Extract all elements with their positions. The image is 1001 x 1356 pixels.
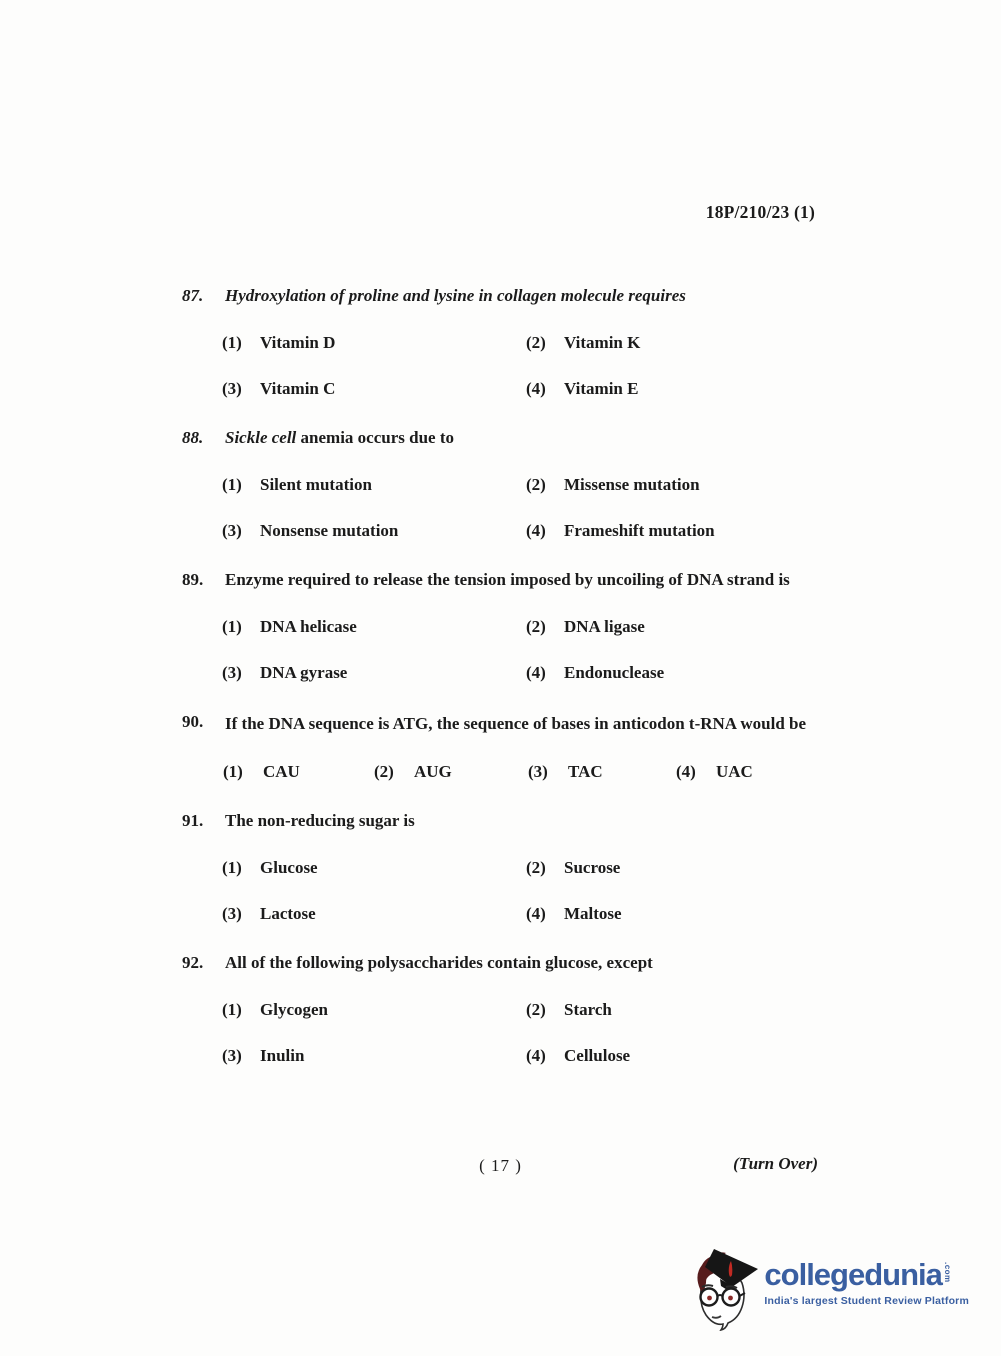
option-marker: (1) (223, 762, 243, 781)
question-text-emphasis: Sickle cell (225, 428, 297, 447)
option-label: DNA helicase (260, 617, 357, 636)
option-label: Inulin (260, 1046, 305, 1065)
option-marker: (3) (528, 762, 548, 781)
question-text: The non-reducing sugar is (225, 811, 415, 830)
question-92 (182, 952, 846, 1066)
paper-code: 18P/210/23 (1) (705, 202, 815, 222)
option-marker: (2) (526, 858, 546, 877)
option-label: AUG (414, 762, 452, 781)
option-marker: (4) (676, 762, 696, 781)
option-label: TAC (568, 762, 603, 781)
option-marker: (3) (222, 521, 242, 540)
option-marker: (2) (526, 617, 546, 636)
question-number: 91. (182, 811, 204, 830)
option-label: Nonsense mutation (260, 521, 399, 540)
question-number: 89. (182, 570, 204, 589)
option-marker: (3) (222, 379, 242, 398)
option-label: Cellulose (564, 1046, 631, 1065)
option-label: Glucose (260, 858, 318, 877)
option-label: Starch (564, 1000, 612, 1019)
question-89 (182, 569, 846, 683)
option-marker: (1) (222, 858, 242, 877)
option-label: Vitamin C (260, 379, 336, 398)
logo-text-block (764, 1245, 969, 1307)
question-head (182, 285, 846, 306)
option-label: CAU (263, 762, 300, 781)
option-label: Sucrose (564, 858, 621, 877)
question-91 (182, 810, 846, 924)
option-marker: (4) (526, 1046, 546, 1065)
option-marker: (3) (222, 663, 242, 682)
option-marker: (4) (526, 663, 546, 682)
option-marker: (1) (222, 475, 242, 494)
option-label: DNA ligase (564, 617, 645, 636)
option-marker: (2) (374, 762, 394, 781)
page-number: ( 17 ) (479, 1156, 522, 1175)
option-label: UAC (716, 762, 753, 781)
option-label: Lactose (260, 904, 316, 923)
option-marker: (1) (222, 1000, 242, 1019)
question-87 (182, 285, 846, 399)
option-marker: (4) (526, 521, 546, 540)
graduate-boy-mascot-icon (690, 1245, 760, 1331)
question-head (182, 427, 846, 448)
option-marker: (3) (222, 904, 242, 923)
option (676, 761, 753, 782)
option-marker: (2) (526, 475, 546, 494)
option-marker: (1) (222, 333, 242, 352)
logo-tld: .com (942, 1262, 952, 1283)
options-grid (182, 616, 846, 683)
option (528, 761, 676, 782)
question-head (182, 711, 846, 737)
question-90 (182, 711, 846, 782)
question-number: 90. (182, 712, 204, 731)
option-label: Maltose (564, 904, 622, 923)
option (223, 761, 374, 782)
question-88 (182, 427, 846, 541)
option-label: DNA gyrase (260, 663, 348, 682)
option-marker: (1) (222, 617, 242, 636)
turn-over-note: (Turn Over) (733, 1154, 818, 1173)
question-number: 92. (182, 953, 204, 972)
question-number: 88. (182, 428, 204, 447)
question-head (182, 952, 846, 973)
question-text-rest: anemia occurs due to (300, 428, 454, 447)
collegedunia-logo (690, 1245, 969, 1331)
questions-area (182, 285, 846, 1094)
question-text (225, 427, 846, 448)
option-label: Vitamin E (564, 379, 639, 398)
question-text: All of the following polysaccharides contain glucose, except (225, 953, 653, 972)
option-marker: (2) (526, 1000, 546, 1019)
option-label: Vitamin D (260, 333, 336, 352)
question-text: If the DNA sequence is ATG, the sequence of bases in anticodon t-RNA would be (225, 714, 807, 733)
options-grid (182, 332, 846, 399)
logo-tagline: India's largest Student Review Platform (764, 1295, 969, 1307)
options-grid (182, 999, 846, 1066)
option-label: Glycogen (260, 1000, 328, 1019)
option-marker: (2) (526, 333, 546, 352)
option-marker: (3) (222, 1046, 242, 1065)
option-label: Missense mutation (564, 475, 700, 494)
question-text: Enzyme required to release the tension imposed by uncoiling of DNA strand is (225, 570, 790, 589)
option-label: Frameshift mutation (564, 521, 715, 540)
option-label: Vitamin K (564, 333, 641, 352)
question-head (182, 569, 846, 590)
option (374, 761, 528, 782)
question-head (182, 810, 846, 831)
option-marker: (4) (526, 379, 546, 398)
question-number: 87. (182, 286, 204, 305)
question-text: Hydroxylation of proline and lysine in collagen molecule requires (225, 286, 686, 305)
options-grid (182, 474, 846, 541)
option-label: Silent mutation (260, 475, 372, 494)
option-label: Endonuclease (564, 663, 665, 682)
logo-brand-line (764, 1259, 969, 1291)
logo-wordmark: collegedunia (764, 1257, 942, 1292)
option-marker: (4) (526, 904, 546, 923)
options-row (182, 761, 846, 782)
options-grid (182, 857, 846, 924)
